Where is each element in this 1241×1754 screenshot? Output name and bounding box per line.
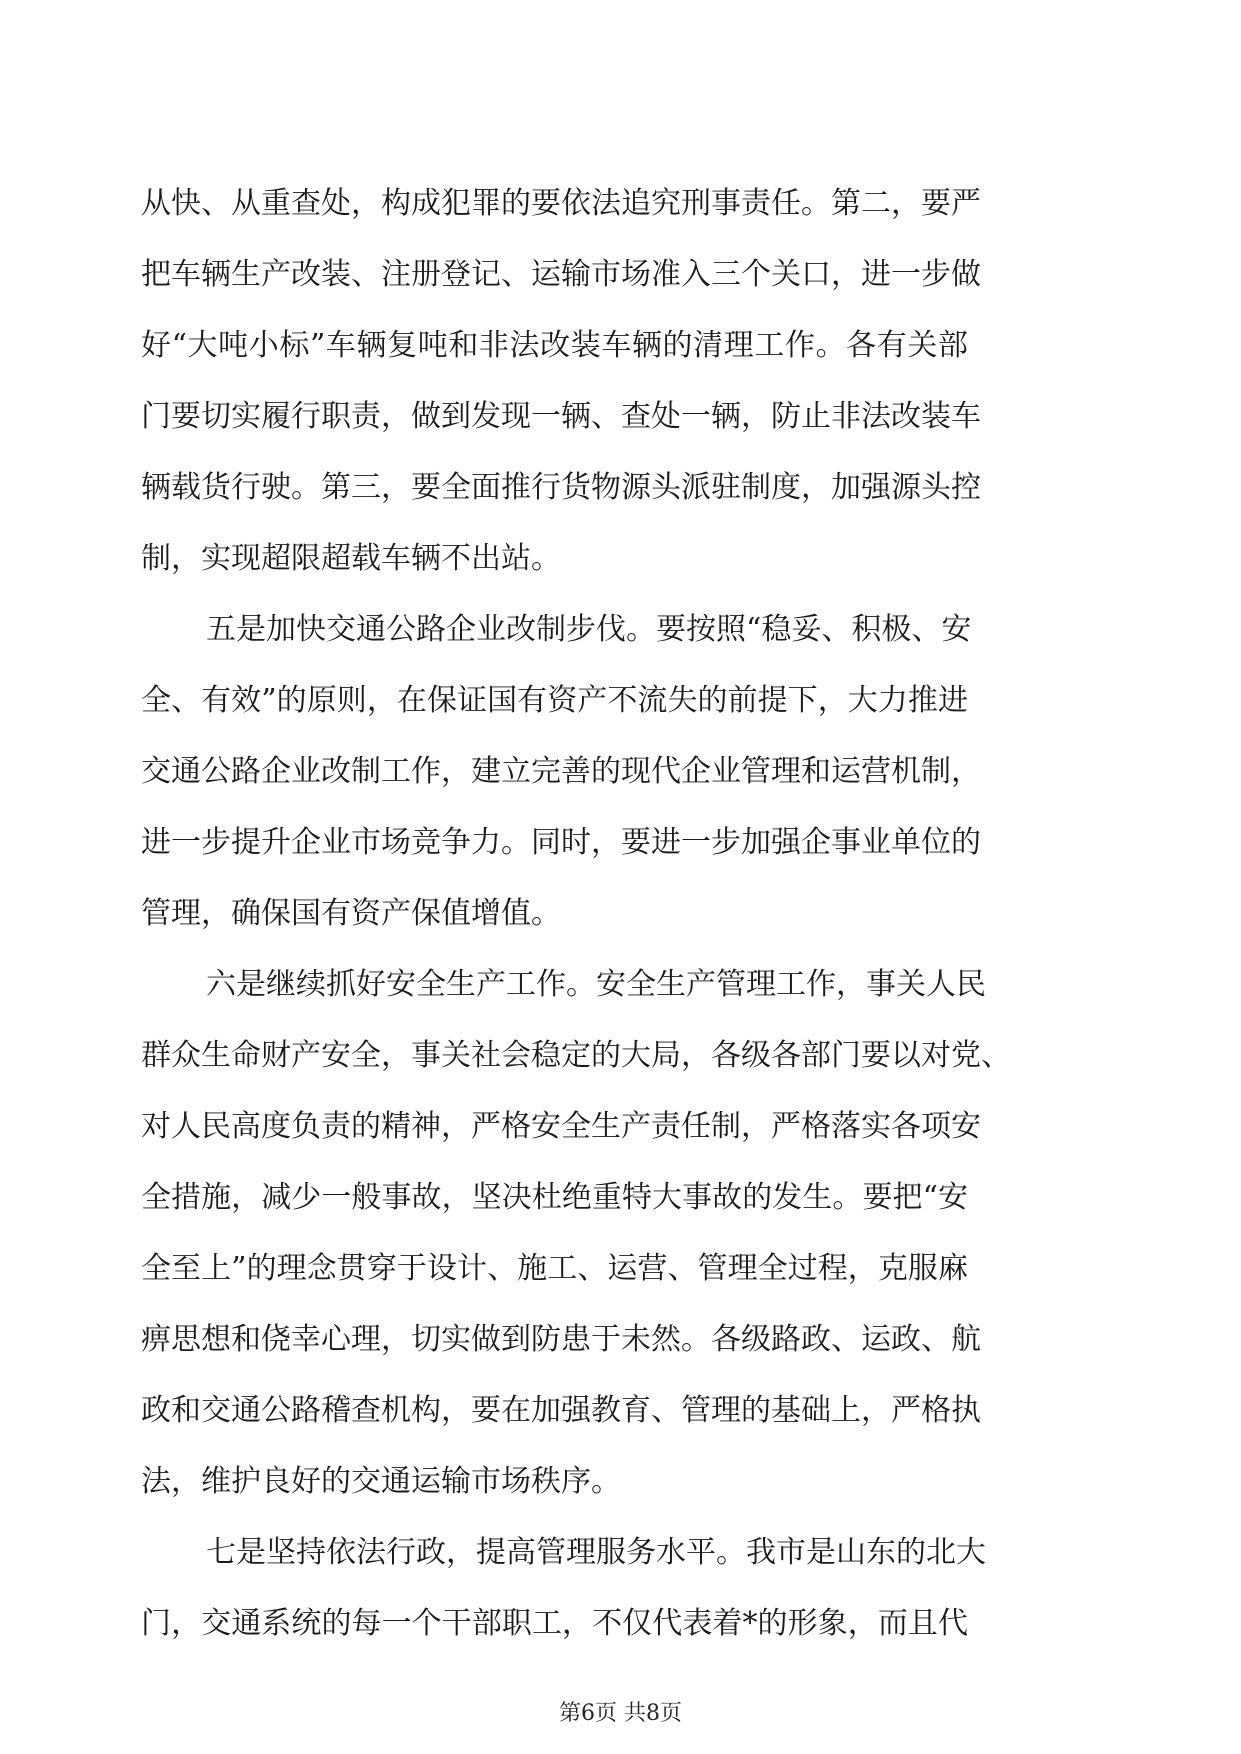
text-line: 门要切实履行职责，做到发现一辆、查处一辆，防止非法改装车 [141, 399, 981, 434]
text-line: 政和交通公路稽查机构，要在加强教育、管理的基础上，严格执 [141, 1393, 981, 1428]
text-line: 好“大吨小标”车辆复吨和非法改装车辆的清理工作。各有关部 [141, 328, 968, 363]
text-line: 对人民高度负责的精神，严格安全生产责任制，严格落实各项安 [141, 1109, 981, 1144]
text-line: 全措施，减少一般事故，坚决杜绝重特大事故的发生。要把“安 [141, 1180, 968, 1215]
text-line: 交通公路企业改制工作，建立完善的现代企业管理和运营机制， [141, 754, 981, 789]
paragraph-first-line: 六是继续抓好安全生产工作。安全生产管理工作，事关人民 [206, 967, 986, 1002]
text-line: 痹思想和侥幸心理，切实做到防患于未然。各级路政、运政、航 [141, 1322, 981, 1357]
text-line: 把车辆生产改装、注册登记、运输市场准入三个关口，进一步做 [141, 257, 981, 292]
text-line: 从快、从重查处，构成犯罪的要依法追究刑事责任。第二，要严 [141, 186, 981, 221]
text-line: 管理，确保国有资产保值增值。 [141, 896, 561, 931]
text-line: 群众生命财产安全，事关社会稳定的大局，各级各部门要以对党、 [141, 1038, 1011, 1073]
text-line: 全至上”的理念贯穿于设计、施工、运营、管理全过程，克服麻 [141, 1251, 968, 1286]
paragraph-first-line: 七是坚持依法行政，提高管理服务水平。我市是山东的北大 [206, 1535, 986, 1570]
text-line: 制，实现超限超载车辆不出站。 [141, 541, 561, 576]
text-line: 进一步提升企业市场竞争力。同时，要进一步加强企事业单位的 [141, 825, 981, 860]
paragraph-first-line: 五是加快交通公路企业改制步伐。要按照“稳妥、积极、安 [206, 612, 972, 647]
page-number-footer: 第6页 共8页 [559, 1701, 682, 1726]
text-line: 门，交通系统的每一个干部职工，不仅代表着*的形象，而且代 [141, 1606, 968, 1641]
text-line: 法，维护良好的交通运输市场秩序。 [141, 1464, 621, 1499]
text-line: 辆载货行驶。第三，要全面推行货物源头派驻制度，加强源头控 [141, 470, 981, 505]
text-line: 全、有效”的原则，在保证国有资产不流失的前提下，大力推进 [141, 683, 968, 718]
